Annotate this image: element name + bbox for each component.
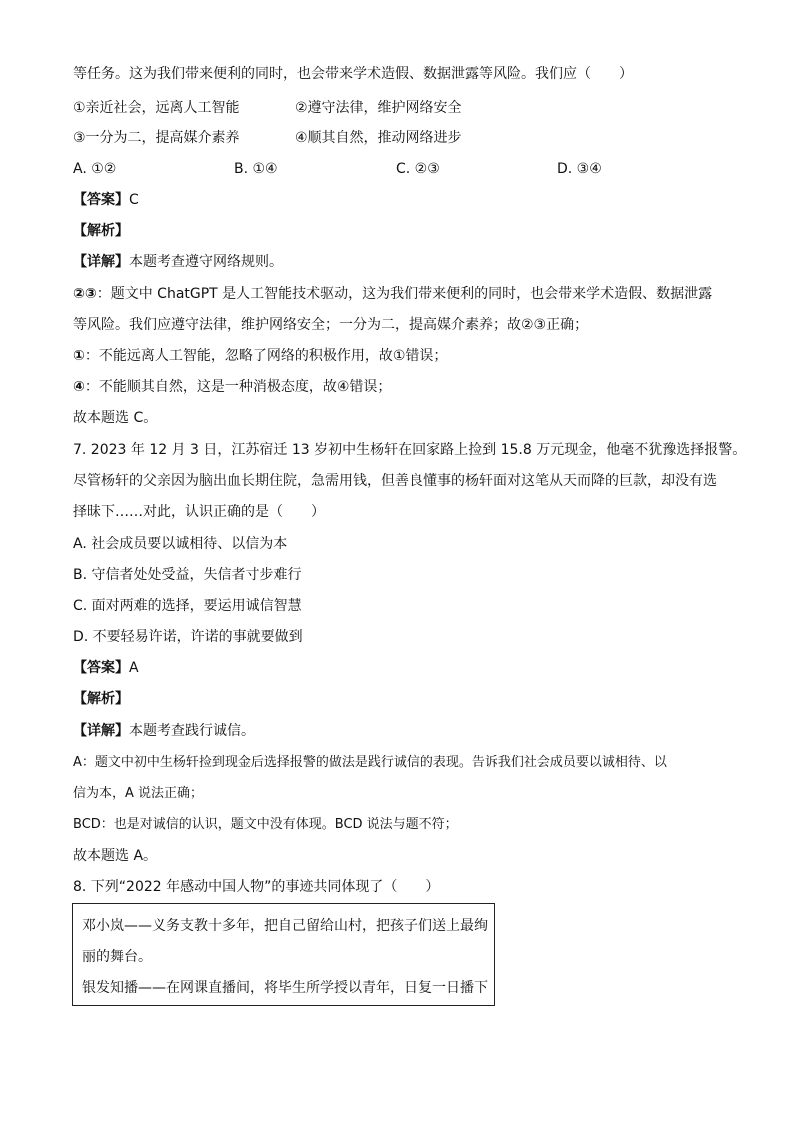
q6-option-d: D. ③④ <box>557 161 602 177</box>
q7-answer-label: 【答案】 <box>73 660 129 676</box>
q7-detail-line <box>73 721 724 741</box>
q6-option-b: B. ①④ <box>234 161 278 177</box>
q6-detail-line <box>73 252 724 272</box>
q7-option-a: A. 社会成员要以诚相待、以信为本 <box>73 536 288 552</box>
q6-detail-text: 本题考查遵守网络规则。 <box>129 254 283 270</box>
q6-explanation-2: ①：不能远离人工智能，忽略了网络的积极作用，故①错误； <box>73 348 448 364</box>
q6-answer-label: 【答案】 <box>73 192 129 208</box>
q7-detail-text: 本题考查践行诚信。 <box>129 723 255 739</box>
q6-explanation-3: ④：不能顺其自然，这是一种消极态度，故④错误； <box>73 379 392 395</box>
q7-analysis-label: 【解析】 <box>73 691 129 707</box>
q8-box-line-1: 邓小岚——义务支教十多年，把自己留给山村，把孩子们送上最绚 <box>82 918 488 934</box>
q7-stem-line-2: 尽管杨轩的父亲因为脑出血长期住院，急需用钱，但善良懂事的杨轩面对这笔从天而降的巨款，却没有选 <box>73 473 717 489</box>
q6-answer-line <box>73 190 724 210</box>
q8-material-box <box>72 903 495 1006</box>
q7-explanation-a-line-1: A：题文中初中生杨轩捡到现金后选择报警的做法是践行诚信的表现。告诉我们社会成员要以诚相待、以 <box>73 755 667 770</box>
q7-conclusion: 故本题选 A。 <box>73 848 158 864</box>
q7-stem-line-3: 择昧下……对此，认识正确的是（ ） <box>73 504 325 520</box>
q6-explanation-1-line-2: 等风险。我们应遵守法律，维护网络安全；一分为二，提高媒介素养；故②③正确； <box>73 317 589 333</box>
q6-stem-tail: 等任务。这为我们带来便利的同时，也会带来学术造假、数据泄露等风险。我们应（ ） <box>73 66 633 82</box>
q6-statement-4: ④顺其自然，推动网络进步 <box>295 130 462 146</box>
q6-conclusion: 故本题选 C。 <box>73 410 158 426</box>
q7-detail-label: 【详解】 <box>73 723 129 739</box>
q6-statement-3: ③一分为二，提高媒介素养 <box>73 130 240 146</box>
q6-answer: C <box>129 192 139 208</box>
q6-statement-2: ②遵守法律，维护网络安全 <box>295 100 462 116</box>
q6-explanation-1-mark: ②③ <box>73 286 97 302</box>
q6-option-a: A. ①② <box>73 161 117 177</box>
q7-option-d: D. 不要轻易许诺，许诺的事就要做到 <box>73 629 303 645</box>
q6-detail-label: 【详解】 <box>73 254 129 270</box>
q8-box-line-3: 银发知播——在网课直播间，将毕生所学授以青年，日复一日播下 <box>82 980 488 996</box>
q7-stem-line-1: 7. 2023 年 12 月 3 日，江苏宿迁 13 岁初中生杨轩在回家路上捡到 15.8 万元现金，他毫不犹豫选择报警。 <box>73 442 747 458</box>
q7-answer: A <box>129 660 139 676</box>
q7-answer-line <box>73 658 724 678</box>
q7-option-b: B. 守信者处处受益，失信者寸步难行 <box>73 567 302 583</box>
q6-explanation-1-line-1: ②③：题文中 ChatGPT 是人工智能技术驱动，这为我们带来便利的同时，也会带来学术造假、数据泄露 <box>73 286 713 302</box>
q6-explanation-3-mark: ④ <box>73 379 85 395</box>
q6-statement-1: ①亲近社会，远离人工智能 <box>73 100 240 116</box>
q7-explanation-bcd: BCD：也是对诚信的认识，题文中没有体现。BCD 说法与题不符； <box>73 817 458 832</box>
q6-option-c: C. ②③ <box>396 161 440 177</box>
q8-box-line-2: 丽的舞台。 <box>82 949 152 965</box>
q8-stem: 8. 下列“2022 年感动中国人物”的事迹共同体现了（ ） <box>73 879 440 895</box>
q6-analysis-label: 【解析】 <box>73 223 129 239</box>
q7-explanation-a-line-2: 信为本，A 说法正确； <box>73 786 204 801</box>
q7-option-c: C. 面对两难的选择，要运用诚信智慧 <box>73 598 302 614</box>
q6-explanation-2-mark: ① <box>73 348 85 364</box>
